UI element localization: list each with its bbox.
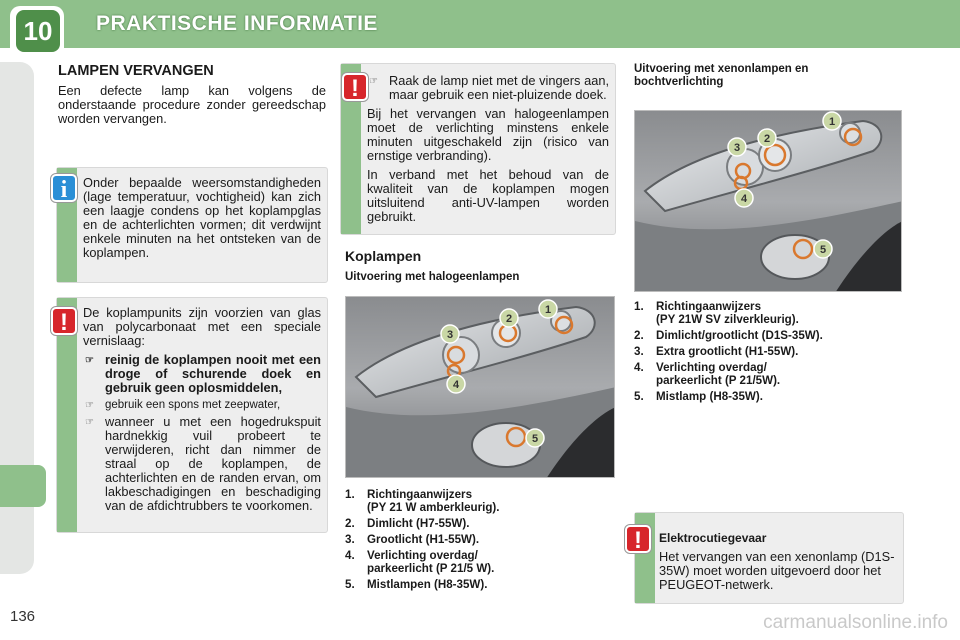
- warning-icon: !: [625, 525, 651, 553]
- chapter-number: 10: [16, 10, 60, 52]
- bullet-icon: ☞: [85, 400, 94, 411]
- bullet-icon: ☞: [85, 355, 94, 366]
- halogen-subtitle: Uitvoering met halogeenlampen: [345, 271, 520, 283]
- warning-icon: !: [51, 307, 77, 335]
- list-item: 1. Richtingaanwijzers (PY 21W SV zilverkleurig).: [634, 300, 799, 326]
- callout-2: [758, 129, 776, 147]
- page-number: 136: [10, 608, 36, 625]
- bullet-icon: ☞: [85, 417, 94, 428]
- callout-1: [823, 112, 841, 130]
- list-item: 5. Mistlampen (H8-35W).: [345, 578, 488, 591]
- warning-paragraph: Bij het vervangen van halogeenlampen moet de verlichting minstens enkele minuten uitgeschakeld zijn (risico van ernstige verbranding).: [367, 106, 609, 163]
- callout-4: [447, 375, 465, 393]
- page-title: PRAKTISCHE INFORMATIE: [96, 12, 378, 35]
- list-item: 2. Dimlicht/grootlicht (D1S-35W).: [634, 329, 823, 342]
- callout-3: [441, 325, 459, 343]
- section-title: LAMPEN VERVANGEN: [58, 63, 214, 79]
- xenon-callouts: [634, 110, 902, 292]
- warning-paragraph: In verband met het behoud van de kwaliteit van de koplampen mogen uitsluitend anti-UV-lampen worden gebruikt.: [367, 167, 609, 224]
- svg-text:4: 4: [740, 193, 748, 205]
- callout-4: [735, 189, 753, 207]
- list-item: 3. Extra grootlicht (H1-55W).: [634, 345, 799, 358]
- info-box: [56, 167, 328, 283]
- halogen-bulb-list: [345, 488, 615, 594]
- warning-box-bulb-handling: [340, 63, 616, 235]
- svg-text:1: 1: [828, 116, 836, 128]
- list-item: ☞ wanneer u met een hogedrukspuit hardnekkig vuil probeert te verwijderen, richt dan nimmer de straal op de koplampen, de achterlichten en de randen ervan, om lakbeschadigingen en beschadiging van de afdichtrubbers te voorkomen.: [85, 414, 321, 513]
- warning-icon: !: [342, 73, 368, 101]
- callout-5: [814, 240, 832, 258]
- xenon-bulb-list: [634, 300, 904, 406]
- warning-title: Elektrocutiegevaar: [659, 531, 767, 545]
- watermark: carmanualsonline.info: [763, 612, 948, 633]
- info-box-text: Onder bepaalde weersomstandigheden (lage temperatuur, vochtigheid) kan zich een laagje condens op het koplampglas en de achterlichten vormen; dit verdwijnt enkele minuten na het ontsteken van de koplampen.: [83, 175, 321, 260]
- koplampen-title: Koplampen: [345, 248, 422, 264]
- list-item: 3. Grootlicht (H1-55W).: [345, 533, 480, 546]
- list-item: 1. Richtingaanwijzers (PY 21 W amberkleurig).: [345, 488, 500, 514]
- bullet-icon: ☞: [369, 76, 378, 87]
- list-item: ☞ reinig de koplampen nooit met een droge of schurende doek en gebruik geen oplosmiddelen,: [85, 352, 321, 395]
- list-item: ☞ gebruik een spons met zeepwater,: [85, 399, 281, 411]
- callout-5: [526, 429, 544, 447]
- intro-text: Een defecte lamp kan volgens de onderstaande procedure zonder gereedschap worden vervangen.: [58, 83, 326, 126]
- list-item: ☞ Raak de lamp niet met de vingers aan, maar gebruik een niet-pluizende doek.: [369, 73, 609, 102]
- svg-text:3: 3: [446, 329, 454, 341]
- warning-text: Het vervangen van een xenonlamp (D1S-35W) moet worden uitgevoerd door het PEUGEOT-netwerk.: [659, 549, 895, 592]
- svg-text:1: 1: [544, 304, 552, 316]
- warning-box-polycarbonate: [56, 297, 328, 533]
- callout-1: [539, 300, 557, 318]
- warning-box-electrocution: [634, 512, 904, 604]
- list-item: 4. Verlichting overdag/ parkeerlicht (P 21/5W).: [634, 361, 781, 387]
- xenon-subtitle: Uitvoering met xenonlampen en bochtverlichting: [634, 63, 809, 88]
- info-icon: i: [51, 174, 77, 202]
- callout-2: [500, 309, 518, 327]
- halogen-callouts: [345, 296, 615, 478]
- svg-text:5: 5: [819, 244, 827, 256]
- svg-text:5: 5: [531, 433, 539, 445]
- warning-intro: De koplampunits zijn voorzien van glas van polycarbonaat met een speciale vernislaag:: [83, 305, 321, 348]
- side-tab-marker: [0, 465, 46, 507]
- svg-text:2: 2: [505, 313, 513, 325]
- list-item: 2. Dimlicht (H7-55W).: [345, 517, 470, 530]
- list-item: 5. Mistlamp (H8-35W).: [634, 390, 763, 403]
- svg-text:4: 4: [452, 379, 460, 391]
- svg-text:2: 2: [763, 133, 771, 145]
- svg-text:3: 3: [733, 142, 741, 154]
- list-item: 4. Verlichting overdag/ parkeerlicht (P 21/5 W).: [345, 549, 495, 575]
- callout-3: [728, 138, 746, 156]
